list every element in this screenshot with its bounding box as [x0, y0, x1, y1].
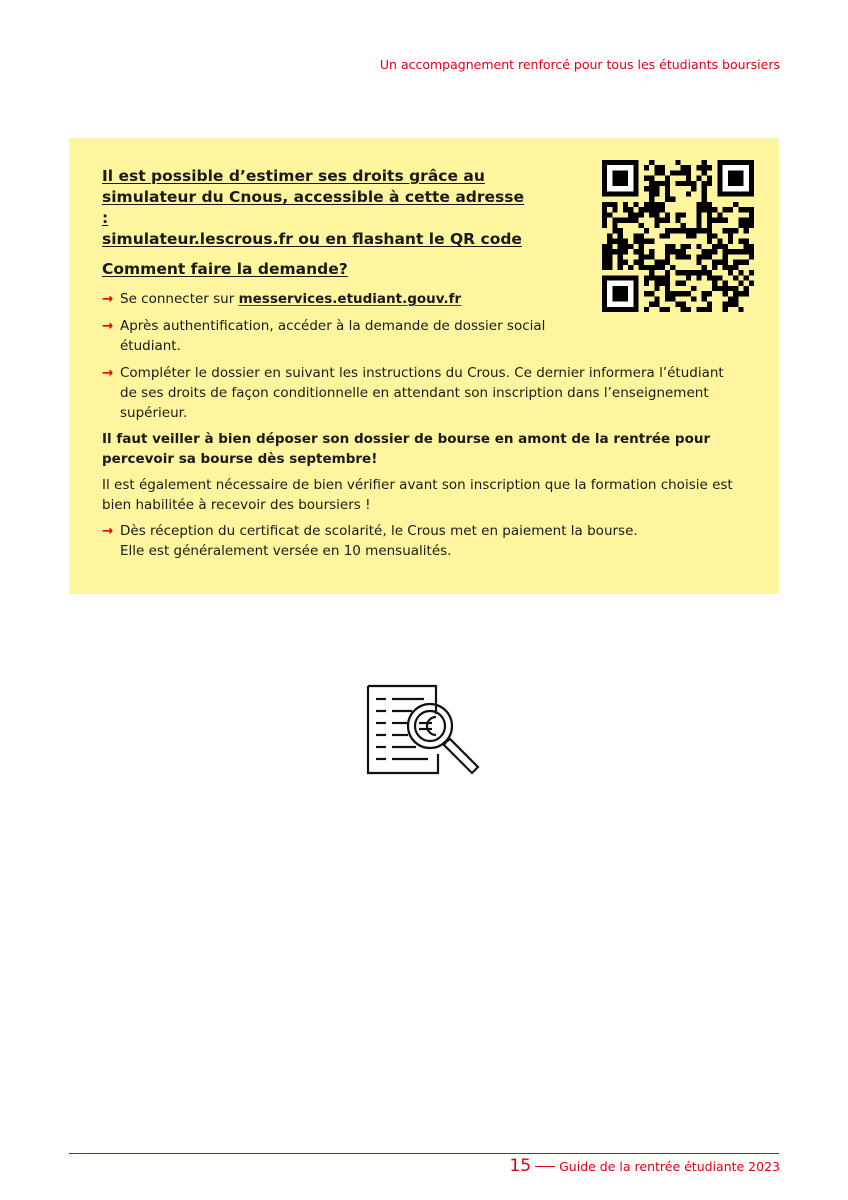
footer-rule — [69, 1153, 779, 1154]
step-line: Dès réception du certificat de scolarité, le Crous met en paiement la bourse. — [120, 523, 638, 539]
step-text: Après authentification, accéder à la demande de dossier social étudiant. — [120, 318, 546, 354]
warning-text: Il faut veiller à bien déposer son dossier de bourse en amont de la rentrée pour percevoir sa bourse dès septembre! — [102, 431, 711, 467]
arrow-right-icon: → — [102, 365, 114, 381]
arrow-right-icon: → — [102, 523, 114, 539]
arrow-right-icon: → — [102, 291, 114, 307]
step-prefix: Se connecter sur — [120, 291, 239, 307]
list-item — [102, 363, 742, 423]
step-line: Elle est généralement versée en 10 mensualités. — [120, 543, 452, 559]
page-number: 15 — [509, 1156, 532, 1176]
running-header: Un accompagnement renforcé pour tous les étudiants boursiers — [379, 57, 780, 72]
list-item — [102, 316, 550, 356]
footer — [509, 1156, 780, 1176]
intro-text — [102, 166, 532, 250]
intro-line: Il est possible d’estimer ses droits grâce au — [102, 167, 485, 185]
info-box — [69, 138, 779, 594]
footer-title: Guide de la rentrée étudiante 2023 — [559, 1159, 780, 1174]
intro-line: simulateur du Cnous, accessible à cette adresse : — [102, 188, 525, 227]
note-text: Il est également nécessaire de bien vérifier avant son inscription que la formation choisie est bien habilitée à recevoir des boursiers ! — [102, 477, 733, 513]
steps-list — [102, 289, 742, 430]
step-text: Compléter le dossier en suivant les instructions du Crous. Ce dernier informera l’étudiant de ses droits de façon conditionnelle en attendant son inscription dans l’enseignement supérieur. — [120, 365, 724, 421]
document-euro-magnifier-icon — [366, 684, 482, 776]
intro-line: simulateur.lescrous.fr ou en flashant le QR code — [102, 230, 522, 248]
footer-dash — [535, 1166, 555, 1167]
section-heading: Comment faire la demande? — [102, 260, 348, 278]
list-item — [102, 289, 742, 309]
arrow-right-icon: → — [102, 318, 114, 334]
messervices-link[interactable]: messervices.etudiant.gouv.fr — [238, 291, 462, 307]
list-item — [102, 521, 760, 561]
